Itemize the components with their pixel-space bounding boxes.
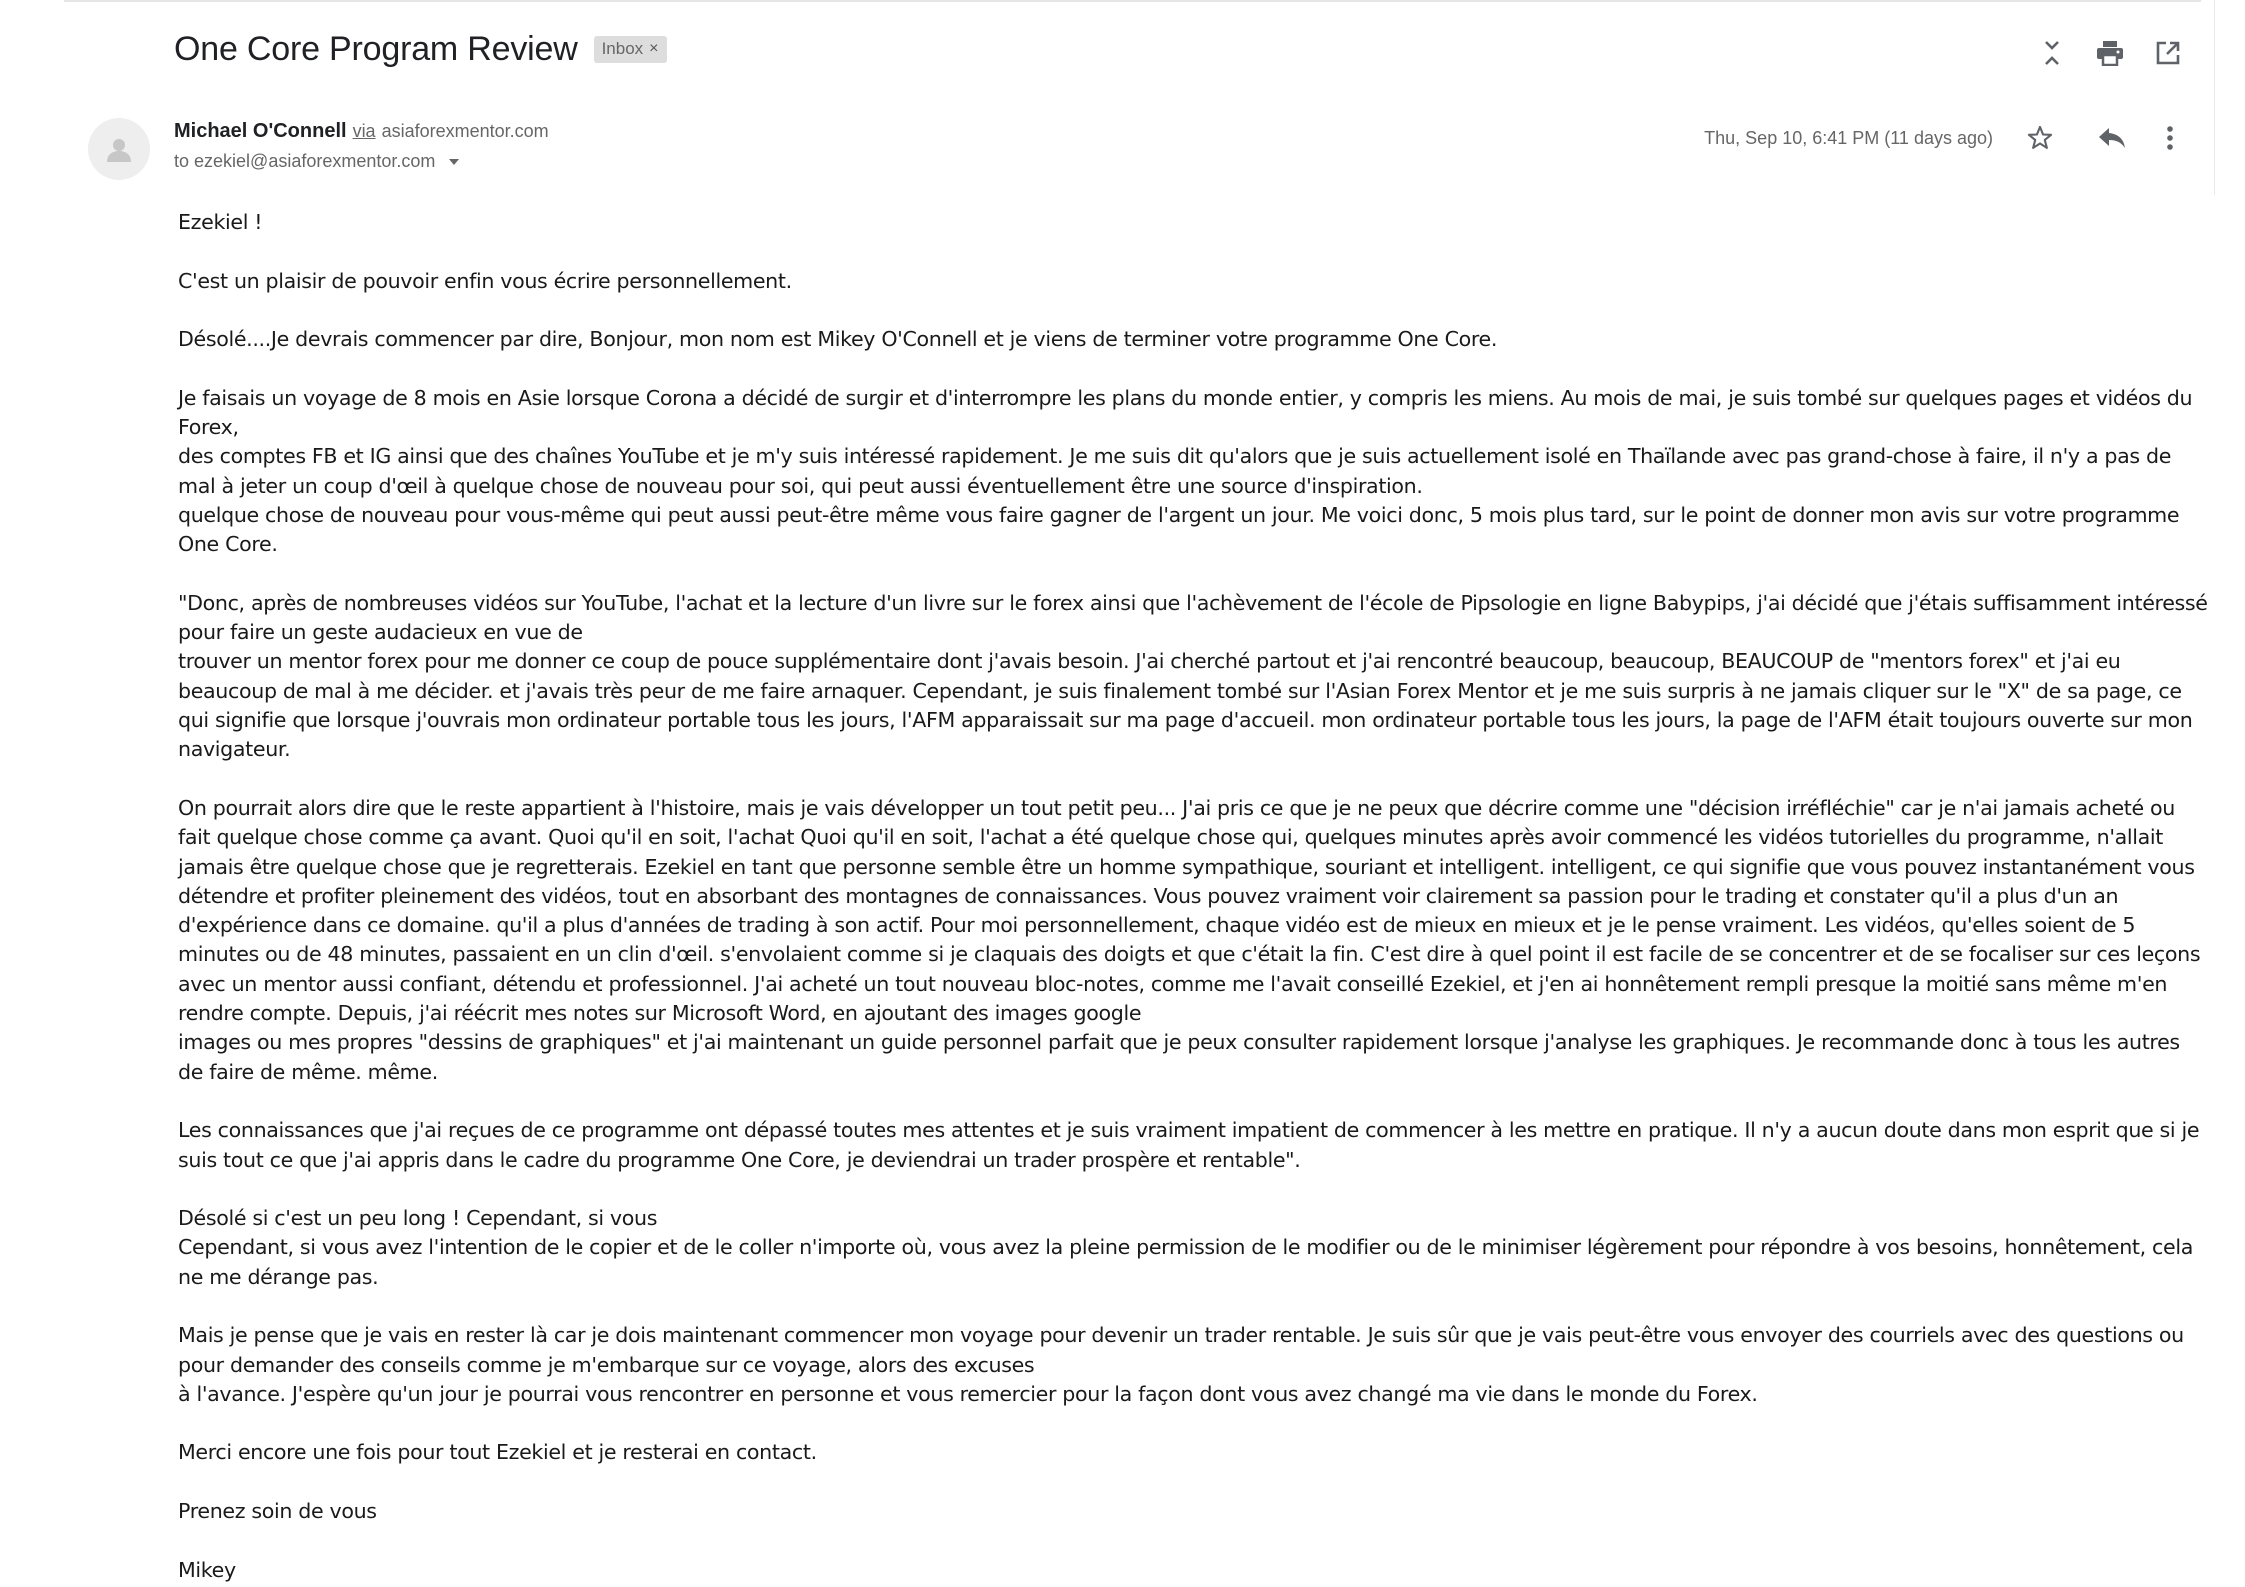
paragraph-line: Cependant, si vous avez l'intention de le copier et de le coller n'importe où, vous avez la pleine permission de le modifier ou de le minimiser légèrement pour répondre à vos besoins, honnêtement, cela ne me dérange pas. (178, 1235, 2193, 1289)
reply-icon[interactable] (2097, 123, 2127, 153)
via-domain: asiaforexmentor.com (381, 121, 549, 141)
paragraph (178, 384, 2208, 560)
paragraph-line: trouver un mentor forex pour me donner ce coup de pouce supplémentaire dont j'avais besoin. J'ai cherché partout et j'ai rencontré beaucoup, beaucoup, BEAUCOUP de "mentors forex" et j'ai eu beaucoup de mal à me décider. et j'avais très peur de me faire arnaquer. Cependant, je suis finalement tombé sur l'Asian Forex Mentor et je me suis surpris à ne jamais cliquer sur le "X" de sa page, ce qui signifie que lorsque j'ouvrais mon ordinateur portable tous les jours, l'AFM apparaissait sur ma page d'accueil. mon ordinateur portable tous les jours, la page de l'AFM était toujours ouverte sur mon navigateur. (178, 649, 2193, 762)
inbox-label-chip[interactable] (594, 36, 667, 63)
paragraph-line: des comptes FB et IG ainsi que des chaînes YouTube et je m'y suis intéressé rapidement. Je me suis dit qu'alors que je suis actuellement isolé en Thaïlande avec pas grand-chose à faire, il n'y a pas de mal à jeter un coup d'œil à quelque chose de nouveau pour soi, qui peut aussi éventuellement être une source d'inspiration. (178, 444, 2172, 498)
remove-label-button[interactable]: × (649, 40, 659, 57)
paragraph-line: "Donc, après de nombreuses vidéos sur YouTube, l'achat et la lecture d'un livre sur le forex ainsi que l'achèvement de l'école de Pipsologie en ligne Babypips, j'ai décidé que j'étais suffisamment intéressé pour faire un geste audacieux en vue de (178, 590, 2208, 645)
paragraph-line: images ou mes propres "dessins de graphiques" et j'ai maintenant un guide personnel parfait que je peux consulter rapidement lorsque j'analyse les graphiques. Je recommande donc à tous les autres de faire de même. même. (178, 1030, 2180, 1084)
paragraph: Les connaissances que j'ai reçues de ce programme ont dépassé toutes mes attentes et je suis vraiment impatient de commencer à les mettre en pratique. Il n'y a aucun doute dans mon esprit que si je suis tout ce que j'ai appris dans le cadre du programme One Core, je deviendrai un trader prospère et rentable". (178, 1118, 2200, 1172)
more-vert-icon[interactable] (2155, 123, 2185, 153)
paragraph: Merci encore une fois pour tout Ezekiel et je resterai en contact. (178, 1440, 817, 1465)
subject-row (174, 30, 667, 69)
avatar-icon (88, 118, 150, 180)
sender-line (174, 120, 549, 143)
paragraph: Désolé....Je devrais commencer par dire, Bonjour, mon nom est Mikey O'Connell et je viens de terminer votre programme One Core. (178, 327, 1498, 352)
sender-block (174, 120, 549, 172)
message-body (178, 208, 2208, 1585)
via-link[interactable]: via (352, 121, 376, 141)
paragraph-greeting: Ezekiel ! (178, 210, 263, 234)
paragraph-line: à l'avance. J'espère qu'un jour je pourrai vous rencontrer en personne et vous remercier pour la façon dont vous avez changé ma vie dans le monde du Forex. (178, 1381, 1758, 1406)
message-meta (1704, 123, 2185, 153)
thread-actions (2037, 38, 2183, 68)
paragraph: C'est un plaisir de pouvoir enfin vous écrire personnellement. (178, 268, 792, 293)
paragraph-line: Je faisais un voyage de 8 mois en Asie lorsque Corona a décidé de surgir et d'interrompre les plans du monde entier, y compris les miens. Au mois de mai, je suis tombé sur quelques pages et vidéos du Forex, (178, 385, 2193, 440)
show-details-chevron-icon[interactable] (449, 159, 459, 165)
top-divider (64, 0, 2201, 2)
message-date: Thu, Sep 10, 6:41 PM (11 days ago) (1704, 127, 1993, 148)
paragraph (178, 794, 2208, 1087)
right-divider (2214, 0, 2215, 195)
paragraph-line: Mais je pense que je vais en rester là car je dois maintenant commencer mon voyage pour devenir un trader rentable. Je suis sûr que je vais peut-être vous envoyer des courriels avec des questions ou pour demander des conseils comme je m'embarque sur ce voyage, alors des excuses (178, 1323, 2184, 1377)
open-in-new-window-icon[interactable] (2153, 38, 2183, 68)
paragraph: Prenez soin de vous (178, 1499, 377, 1524)
paragraph (178, 1204, 2208, 1292)
paragraph-line: quelque chose de nouveau pour vous-même qui peut aussi peut-être même vous faire gagner de l'argent un jour. Me voici donc, 5 mois plus tard, sur le point de donner mon avis sur votre programme One Core. (178, 502, 2180, 557)
star-icon[interactable] (2025, 123, 2055, 153)
paragraph-line: Désolé si c'est un peu long ! Cependant, si vous (178, 1206, 658, 1231)
paragraph (178, 589, 2208, 765)
paragraph (178, 1321, 2208, 1409)
sender-name[interactable]: Michael O'Connell (174, 120, 347, 142)
recipient-line (174, 151, 549, 172)
print-icon[interactable] (2095, 38, 2125, 68)
recipient-text: to ezekiel@asiaforexmentor.com (174, 151, 436, 171)
paragraph-line: On pourrait alors dire que le reste appartient à l'histoire, mais je vais développer un tout petit peu... J'ai pris ce que je ne peux que décrire comme une "décision irréfléchie" car je n'ai jamais acheté ou fait quelque chose comme ça avant. Quoi qu'il en soit, l'achat Quoi qu'il en soit, l'achat a été quelque chose qui, quelques minutes après avoir commencé les vidéos tutorielles du programme, n'allait jamais être quelque chose que je regretterais. Ezekiel en tant que personne semble être un homme sympathique, souriant et intelligent. intelligent, ce qui signifie que vous pouvez instantanément vous détendre et profiter pleinement des vidéos, tout en absorbant des montagnes de connaissances. Vous pouvez vraiment voir clairement sa passion pour le trading et constater qu'il a plus d'un an d'expérience dans ce domaine. qu'il a plus d'années de trading à son actif. Pour moi personnellement, chaque vidéo est de mieux en mieux et je le pense vraiment. Les vidéos, qu'elles soient de 5 minutes ou de 48 minutes, passaient en un clin d'œil. s'envolaient comme si je claquais des doigts et que c'était la fin. C'est dire à quel point il est facile de se concentrer et de se focaliser sur ces leçons avec un mentor aussi confiant, détendu et professionnel. J'ai acheté un tout nouveau bloc-notes, comme me l'avait conseillé Ezekiel, et j'en ai honnêtement rempli presque la moitié sans même m'en rendre compte. Depuis, j'ai réécrit mes notes sur Microsoft Word, en ajoutant des images google (178, 795, 2201, 1026)
collapse-icon[interactable] (2037, 38, 2067, 68)
email-subject: One Core Program Review (174, 30, 578, 68)
label-text: Inbox (601, 39, 644, 58)
signature: Mikey (178, 1557, 236, 1582)
